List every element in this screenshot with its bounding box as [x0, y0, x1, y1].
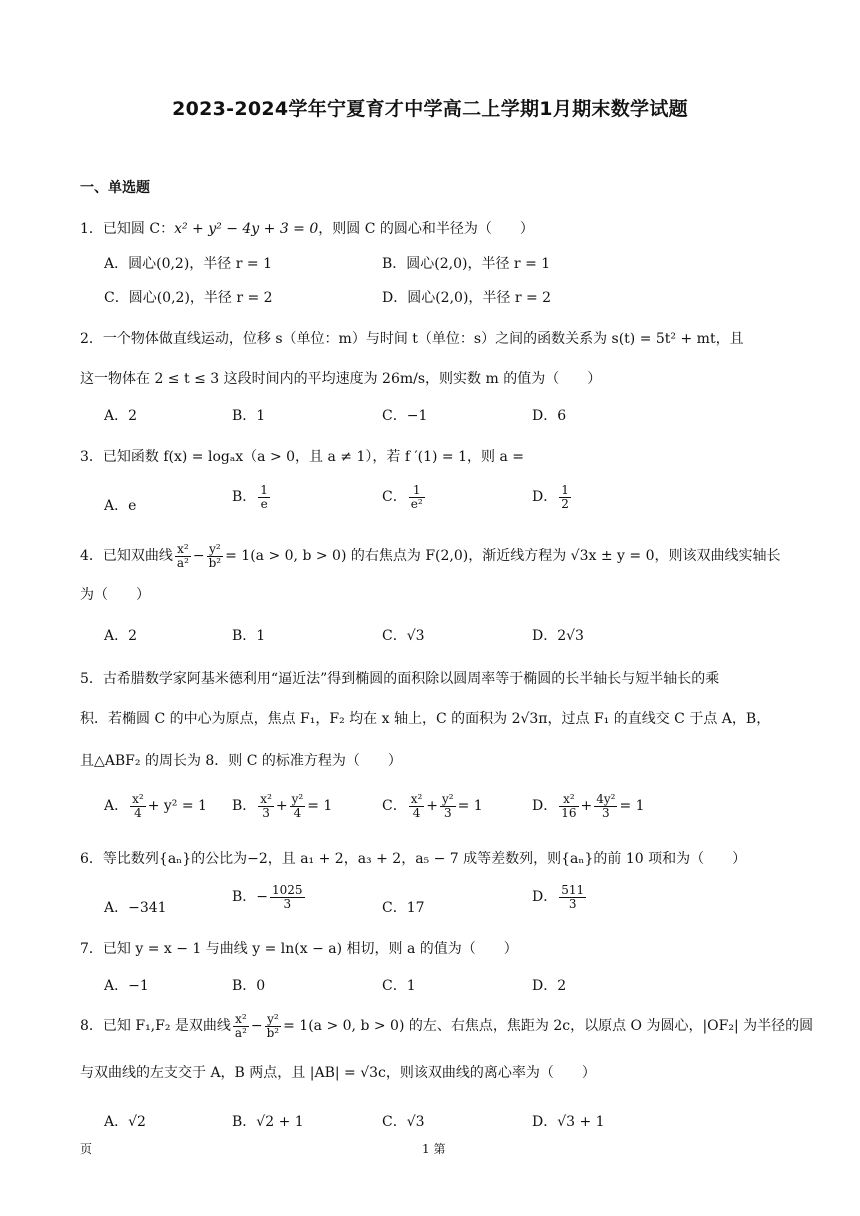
- q7-option-a: A．−1: [104, 978, 149, 994]
- q2-option-a: A．2: [104, 408, 138, 424]
- q5-b-tail: = 1: [307, 798, 333, 815]
- q1-stem-b: ，则圆 C 的圆心和半径为（ ）: [318, 221, 534, 237]
- q3-option-c: [382, 484, 427, 510]
- q5-c-label: C．: [382, 798, 407, 815]
- q5-c-d2: 3: [440, 806, 456, 820]
- q4-f1-num: x²: [177, 542, 189, 556]
- q5-c-plus: +: [426, 798, 439, 815]
- q5-d-label: D．: [532, 798, 558, 815]
- q1-option-c: C．圆心(0,2)，半径 r = 2: [104, 290, 273, 306]
- q3-b-den: e: [258, 497, 270, 511]
- q6-d-label: D．: [532, 889, 558, 906]
- q5-b-n1: x²: [260, 792, 272, 806]
- q6-stem: 6．等比数列{aₙ}的公比为−2，且 a₁ + 2，a₃ + 2，a₅ − 7 成等差数列，则{aₙ}的前 10 项和为（ ）: [80, 851, 747, 867]
- q5-c-d1: 4: [409, 806, 425, 820]
- q2-line2: 这一物体在 2 ≤ t ≤ 3 这段时间内的平均速度为 26m/s，则实数 m 的值为（ ）: [80, 371, 602, 387]
- q6-option-a: A．−341: [104, 900, 167, 916]
- q5-b-d2: 4: [290, 806, 306, 820]
- q5-a-label: A．: [104, 798, 129, 815]
- q5-b-plus: +: [275, 798, 288, 815]
- q3-c-num: 1: [412, 483, 421, 497]
- q5-option-c: [382, 793, 483, 819]
- q5-option-d: [532, 793, 645, 819]
- q5-option-a: [104, 793, 207, 819]
- q8-line2: 与双曲线的左支交于 A，B 两点，且 |AB| = √3c，则该双曲线的离心率为（ ）: [80, 1065, 596, 1081]
- q3-c-den: e²: [410, 496, 423, 511]
- q5-line2: 积．若椭圆 C 的中心为原点，焦点 F₁，F₂ 均在 x 轴上，C 的面积为 2√3π，过点 F₁ 的直线交 C 于点 A，B，: [80, 711, 771, 727]
- q5-b-d1: 3: [258, 806, 274, 820]
- q8-stem-b: = 1(a > 0, b > 0) 的左、右焦点，焦距为 2c，以原点 O 为圆心，|OF₂| 为半径的圆: [283, 1018, 814, 1035]
- q3-b-num: 1: [260, 483, 268, 497]
- q5-d-d1: 16: [561, 805, 577, 820]
- q5-d-d2: 3: [594, 806, 617, 820]
- q1-option-d: D．圆心(2,0)，半径 r = 2: [382, 290, 552, 306]
- q7-option-c: C．1: [382, 978, 416, 994]
- q2-option-d: D．6: [532, 408, 567, 424]
- q8-line1: [80, 1013, 813, 1039]
- q5-c-n2: y²: [442, 792, 454, 806]
- q1-equation: x² + y² − 4y + 3 = 0: [174, 221, 319, 237]
- q8-f2-num: y²: [267, 1012, 279, 1026]
- q4-stem-b: = 1(a > 0, b > 0) 的右焦点为 F(2,0)，渐近线方程为 √3x ± y = 0，则该双曲线实轴长: [225, 548, 781, 565]
- q3-option-d: [532, 484, 573, 510]
- q5-a-den: 4: [130, 806, 146, 820]
- q6-b-label: B．−: [232, 889, 269, 906]
- q7-option-b: B．0: [232, 978, 266, 994]
- q4-option-a: A．2: [104, 628, 138, 644]
- page-title: 2023-2024学年宁夏育才中学高二上学期1月期末数学试题: [172, 98, 688, 120]
- q1-option-a: A．圆心(0,2)，半径 r = 1: [104, 256, 272, 272]
- footer-left: 页: [80, 1142, 93, 1156]
- q4-f2-num: y²: [209, 542, 221, 556]
- q3-c-label: C．: [382, 489, 407, 506]
- q5-b-n2: y²: [291, 792, 304, 806]
- q8-f1-den: a²: [234, 1025, 247, 1040]
- section-heading: 一、单选题: [80, 180, 150, 196]
- q6-option-b: [232, 884, 307, 910]
- q3-option-a: A．e: [104, 498, 137, 514]
- q6-d-den: 3: [559, 897, 586, 911]
- q3-b-label: B．: [232, 489, 257, 506]
- q5-d-n1: x²: [563, 792, 575, 806]
- q7-stem: 7．已知 y = x − 1 与曲线 y = ln(x − a) 相切，则 a 的值为（ ）: [80, 941, 518, 957]
- q5-d-n2: 4y²: [596, 792, 616, 806]
- q5-c-tail: = 1: [457, 798, 483, 815]
- q3-option-b: [232, 484, 272, 510]
- q8-option-d: D．√3 + 1: [532, 1114, 605, 1130]
- q5-option-b: [232, 793, 332, 819]
- q4-f2-den: b²: [208, 555, 222, 570]
- q5-b-label: B．: [232, 798, 257, 815]
- q5-line3: 且△ABF₂ 的周长为 8．则 C 的标准方程为（ ）: [80, 753, 402, 769]
- q4-line1: [80, 543, 780, 569]
- footer-page-number: 1 第: [422, 1142, 446, 1156]
- q3-d-label: D．: [532, 489, 558, 506]
- q5-d-plus: +: [580, 798, 593, 815]
- q1-stem-a: 1．已知圆 C：: [80, 221, 175, 237]
- q8-option-c: C．√3: [382, 1114, 425, 1130]
- q5-c-n1: x²: [410, 792, 423, 806]
- q4-option-c: C．√3: [382, 628, 425, 644]
- q7-option-d: D．2: [532, 978, 567, 994]
- question-1-stem: [80, 218, 534, 238]
- q4-option-d: D．2√3: [532, 628, 584, 644]
- q6-b-den: 3: [270, 897, 305, 911]
- q8-option-a: A．√2: [104, 1114, 146, 1130]
- q6-d-num: 511: [561, 883, 585, 897]
- q6-option-d: [532, 884, 588, 910]
- q4-line2: 为（ ）: [80, 587, 150, 603]
- q8-option-b: B．√2 + 1: [232, 1114, 304, 1130]
- q2-option-b: B．1: [232, 408, 266, 424]
- q3-d-num: 1: [561, 483, 569, 497]
- q3-stem: 3．已知函数 f(x) = logₐx（a > 0，且 a ≠ 1），若 f ′(1) = 1，则 a =: [80, 449, 524, 465]
- q2-line1: 2．一个物体做直线运动，位移 s（单位：m）与时间 t（单位：s）之间的函数关系为 s(t) = 5t² + mt，且: [80, 331, 744, 347]
- q5-line1: 5．古希腊数学家阿基米德利用“逼近法”得到椭圆的面积除以圆周率等于椭圆的长半轴长与短半轴长的乘: [80, 671, 720, 687]
- q4-option-b: B．1: [232, 628, 266, 644]
- q4-stem-a: 4．已知双曲线: [80, 548, 173, 565]
- q6-option-c: C．17: [382, 900, 425, 916]
- q4-minus: −: [192, 548, 205, 565]
- q5-d-tail: = 1: [619, 798, 645, 815]
- q8-minus: −: [250, 1018, 263, 1035]
- q5-a-num: x²: [132, 792, 144, 806]
- q2-option-c: C．−1: [382, 408, 428, 424]
- q5-a-tail: + y² = 1: [147, 798, 207, 815]
- q6-b-num: 1025: [272, 883, 303, 897]
- q8-stem-a: 8．已知 F₁,F₂ 是双曲线: [80, 1018, 231, 1035]
- q8-f1-num: x²: [235, 1012, 247, 1026]
- q4-f1-den: a²: [176, 555, 189, 570]
- q3-d-den: 2: [561, 496, 569, 511]
- q1-option-b: B．圆心(2,0)，半径 r = 1: [382, 256, 551, 272]
- q8-f2-den: b²: [266, 1025, 280, 1040]
